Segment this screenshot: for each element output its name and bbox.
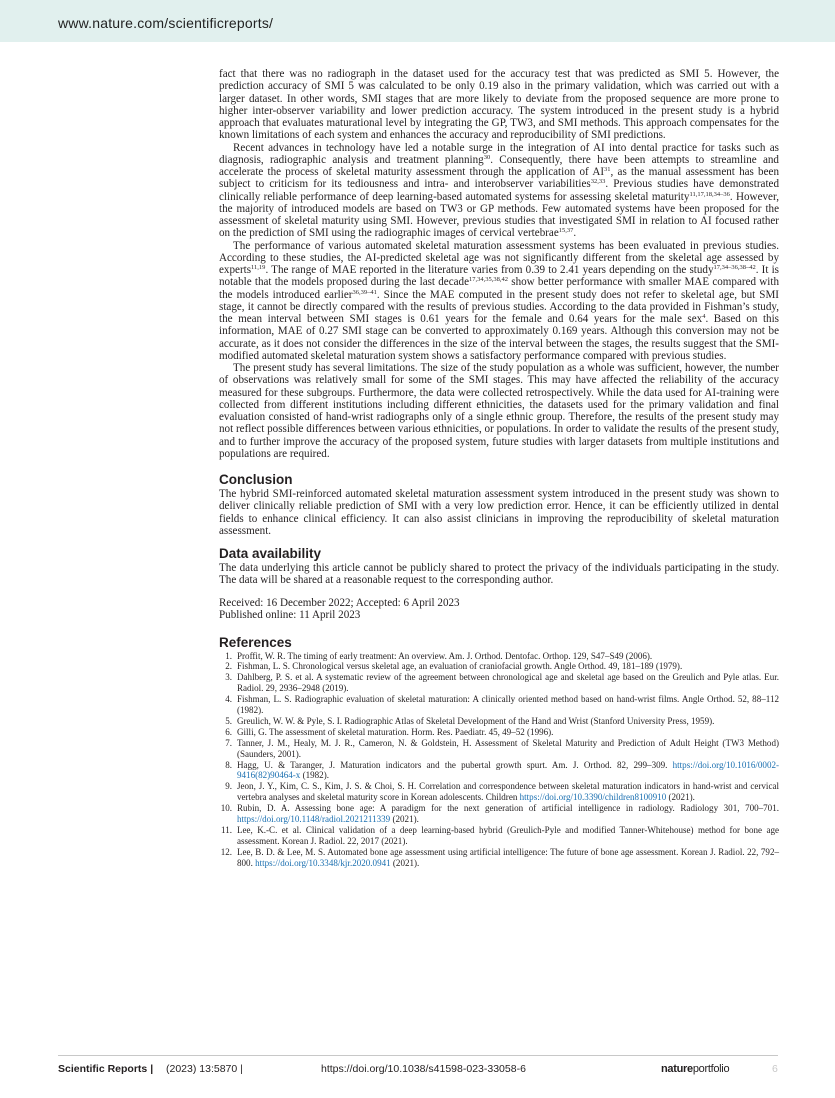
citation[interactable]: 11,17,18,34–36: [689, 190, 730, 198]
received-accepted-date: Received: 16 December 2022; Accepted: 6 April 2023: [219, 596, 460, 609]
citation[interactable]: 30: [483, 153, 491, 161]
site-url-link[interactable]: www.nature.com/scientificreports/: [58, 15, 274, 31]
reference-item: [219, 651, 779, 662]
reference-item: [219, 738, 779, 760]
reference-text: Gilli, G. The assessment of skeletal maturation. Horm. Res. Paediatr. 45, 49–52 (1996).: [237, 726, 554, 737]
citation[interactable]: 32,33: [590, 178, 606, 186]
footer-journal-name: Scientific Reports |: [58, 1063, 154, 1075]
citation[interactable]: 15,37: [558, 227, 574, 235]
reference-number: 5.: [225, 715, 232, 726]
reference-item: [219, 781, 779, 803]
reference-text: Hagg, U. & Taranger, J. Maturation indicators and the pubertal growth spurt. Am. J. Orthod. 82, 299–309.: [237, 759, 668, 770]
citation[interactable]: 4: [702, 313, 706, 320]
header-band: [0, 0, 835, 42]
reference-text: Fishman, L. S. Chronological versus skeletal age, an evaluation of craniofacial growth. Angle Orthod. 49, 181–189 (1979).: [237, 661, 683, 672]
article-body: [219, 68, 779, 869]
references-list: [219, 651, 779, 869]
reference-item: [219, 661, 779, 672]
conclusion-heading: Conclusion: [219, 472, 293, 487]
reference-item: [219, 847, 779, 869]
reference-number: 8.: [225, 759, 232, 770]
footer-volume-info: (2023) 13:5870 |: [166, 1063, 243, 1075]
citation[interactable]: 17,34–36,38–42: [713, 264, 756, 271]
reference-doi-link[interactable]: https://doi.org/10.3348/kjr.2020.0941: [255, 857, 391, 868]
reference-year: (1982).: [300, 770, 329, 781]
reference-doi-link[interactable]: https://doi.org/10.3390/children8100910: [519, 792, 667, 803]
reference-number: 10.: [220, 803, 232, 814]
reference-item: [219, 672, 779, 694]
reference-number: 9.: [225, 781, 232, 792]
reference-text: Dahlberg, P. S. et al. A systematic review of the agreement between chronological age and skeletal age based on the Greulich and Pyle atlas. Eur. Radiol. 29, 2936–2948 (2019).: [237, 672, 779, 694]
footer-doi-link[interactable]: https://doi.org/10.1038/s41598-023-33058-6: [321, 1063, 526, 1075]
reference-item: [219, 727, 779, 738]
reference-number: 12.: [220, 846, 232, 857]
reference-text: Lee, B. D. & Lee, M. S. Automated bone age assessment using artificial intelligence: The future of bone age assessment. Korean J. Radiol. 22, 792–800.: [237, 846, 779, 868]
reference-item: [219, 716, 779, 727]
reference-number: 11.: [221, 825, 232, 835]
reference-text: Greulich, W. W. & Pyle, S. I. Radiographic Atlas of Skeletal Development of the Hand and Wrist (Stanford University Press, 1959).: [237, 715, 715, 726]
footer-divider: [58, 1055, 778, 1056]
reference-number: 3.: [225, 672, 232, 683]
reference-text: Lee, K.-C. et al. Clinical validation of a deep learning-based hybrid (Greulich-Pyle and modified Tanner-Whitehouse) method for bone age assessment. Korean J. Radiol. 22, 2017 (2021).: [237, 825, 779, 846]
data-availability-text: The data underlying this article cannot be publicly shared to protect the privacy of the individuals participating in the study. The data will be shared at a reasonable request to the corresponding author.: [219, 562, 779, 587]
data-availability-heading: Data availability: [219, 546, 322, 561]
page-number: 6: [772, 1063, 778, 1075]
article-dates: [219, 597, 779, 622]
reference-number: 6.: [225, 726, 232, 737]
reference-text: Fishman, L. S. Radiographic evaluation of skeletal maturation: A clinically oriented method based on hand-wrist films. Angle Orthod. 52, 88–112 (1982).: [237, 694, 779, 716]
reference-doi-link[interactable]: https://doi.org/10.1016/0002-9416(82)90464-x: [237, 759, 780, 781]
reference-number: 2.: [225, 661, 232, 672]
citation[interactable]: 36,39–41: [352, 288, 377, 296]
paragraph-performance: The performance of various automated skeletal maturation assessment systems has been evaluated in previous studies. According to these studies, the AI-predicted skeletal age was not significantly different from the skeletal age assessed by experts$^{11,19}$. The range of MAE reported in the literature varies from 0.39 to 2.41 years depending on the study$^{17,34-36,38-42}$. It is notable that the models proposed during the last decade$^{17,34,35,38,42}$ show better performance with smaller MAE compared with the models introduced earlier$^{36,39-41}$. Since the MAE computed in the present study does not refer to skeletal age, but SMI stage, it cannot be directly compared with the results of previous studies. According to the data provided in Fishman’s study, the mean interval between SMI stages is 0.61 years for the female and 0.64 years for the male sex$^4$. Based on this information, MAE of 0.27 SMI stage can be converted to approximately 0.169 years. Although this conversion may not be accurate, as it does not consider the differences in the size of the interval between the stages, the results suggest that the SMI-modified automated skeletal maturation system shows a satisfactory performance compared with previous studies.: [219, 239, 780, 362]
reference-item: [219, 760, 779, 782]
citation[interactable]: 17,34,35,38,42: [469, 276, 509, 284]
reference-year: (2021).: [390, 814, 419, 825]
reference-item: [219, 694, 779, 716]
nature-portfolio-logo: natureportfolio: [661, 1063, 730, 1075]
references-heading: References: [219, 634, 292, 650]
paragraph-limitations: The present study has several limitations. The size of the study population as a whole was sufficient, however, the number of observations was relatively small for some of the SMI stages. This may have affected the reliability of the accuracy measured for these subgroups. Furthermore, the data were collected retrospectively. While the data used for AI-training were collected from different institutions including different ethnicities, the datasets used for the primary validation and final evaluation consisted of hand-wrist radiographs only of a single ethnic group. Therefore, the results of the present study may not reflect possible differences between various ethnicities, or populations. In order to validate the results of the present study, and to further improve the accuracy of the proposed system, future studies with larger datasets from multiple institutions and populations are required.: [219, 362, 779, 460]
reference-item: [219, 803, 779, 825]
reference-year: (2021).: [666, 792, 695, 803]
reference-text: Rubin, D. A. Assessing bone age: A paradigm for the next generation of artificial intelligence in radiology. Radiology 301, 700–701.: [237, 803, 779, 814]
paragraph-ai-advances: Recent advances in technology have led a notable surge in the integration of AI into dental practice for tasks such as diagnosis, radiographic analysis and treatment planning$^{30}$. Consequently, there have been attempts to streamline and accelerate the process of skeletal maturity assessment through the application of AI$^{31}$, as the manual assessment has been subject to criticism for its tediousness and intra- and interobserver variabilities$^{32,33}$. Previous studies have demonstrated clinically reliable performance of deep learning-based automated systems for assessing skeletal maturity$^{11,17,18,34-36}$. However, the majority of introduced models are based on TW3 or GP methods. Few automated systems have been proposed for the assessment of skeletal maturity using SMI. However, previous studies that investigated SMI in relation to AI focused rather on the prediction of SMI using the radiographic images of cervical vertebrae$^{15,37}$.: [219, 141, 779, 240]
reference-text: Jeon, J. Y., Kim, C. S., Kim, J. S. & Choi, S. H. Correlation and correspondence between skeletal maturation indicators in hand-wrist and cervical vertebra analyses and skeletal maturity score in Korean adolescents. Children: [237, 781, 779, 803]
citation[interactable]: 11,19: [251, 264, 266, 271]
reference-year: (2021).: [390, 857, 420, 868]
conclusion-text: The hybrid SMI-reinforced automated skeletal maturation assessment system introduced in the present study was shown to deliver clinically reliable prediction of SMI with a very low prediction error. Hence, it can be efficiently utilized in dental fields to enhance clinical efficiency. It can also assist clinicians in improving the reproducibility of skeletal maturation assessment.: [219, 488, 779, 537]
published-date: Published online: 11 April 2023: [219, 609, 361, 621]
citation[interactable]: 31: [604, 166, 611, 173]
reference-number: 7.: [225, 737, 232, 748]
reference-text: Tanner, J. M., Healy, M. J. R., Cameron, N. & Goldstein, H. Assessment of Skeletal Maturity and Prediction of Adult Height (TW3 Method) (Saunders, 2001).: [237, 737, 779, 759]
reference-doi-link[interactable]: https://doi.org/10.1148/radiol.2021211339: [237, 814, 391, 825]
paragraph-smi5: fact that there was no radiograph in the dataset used for the accuracy test that was predicted as SMI 5. However, the prediction accuracy of SMI 5 was calculated to be only 0.19 also in the primary validation, which was carried out with a larger dataset. In other words, SMI stages that are more likely to deviate from the proposed sequence are more prone to higher inter-observer variability and lower prediction accuracy. The system introduced in the present study is a hybrid approach that evaluates maturational level by integrating the GP, TW3, and SMI methods. This approach compensates for the known limitations of each system and enhances the accuracy and reproducibility of SMI predictions.: [219, 68, 779, 142]
reference-number: 4.: [225, 694, 232, 705]
reference-text: Proffit, W. R. The timing of early treatment: An overview. Am. J. Orthod. Dentofac. Orthop. 129, S47–S49 (2006).: [237, 650, 653, 661]
reference-number: 1.: [225, 650, 232, 661]
reference-item: [219, 825, 779, 847]
